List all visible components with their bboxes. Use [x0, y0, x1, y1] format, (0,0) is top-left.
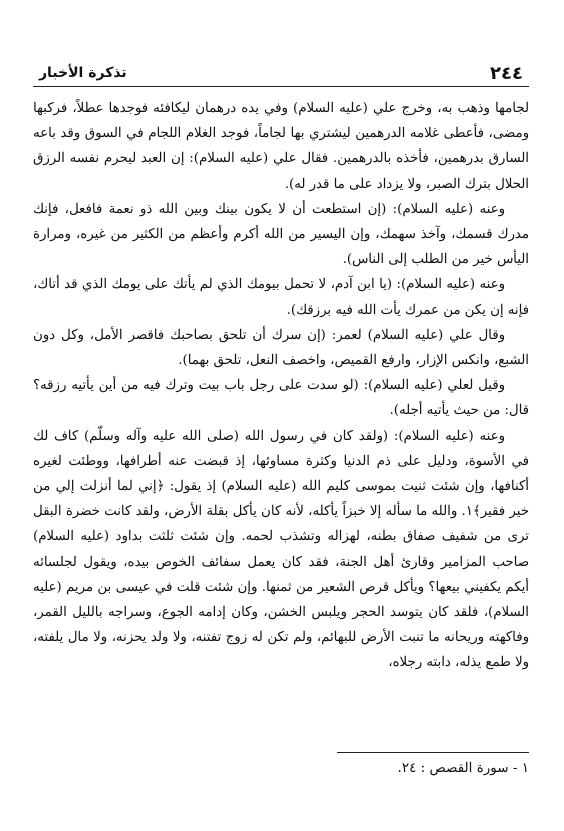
footnote-separator — [337, 752, 529, 753]
footnote: ١ - سورة القصص : ٢٤. — [397, 760, 529, 776]
paragraph: وعنه (عليه السلام): (ولقد كان في رسول الله (صلى الله عليه وآله وسلّم) كاف لك في الأسوة، ودليل على ذم الدنيا وكثرة مساوئها، إذ قبضت عنه أطرافها، ووطئت لغيره أكنافها، وإن شئت ثنيت بموسى كليم الله (عليه السلام) إذ يقول: ﴿إني لما أنزلت إلي من خير فقير﴾١. والله ما سأله إلا خبزاً يأكله، لأنه كان يأكل بقلة الأرض، ولقد كانت خضرة البقل ترى من شفيف صفاق بطنه، لهزاله وتشذب لحمه. وإن شئت ثلثت بداود (عليه السلام) صاحب المزامير وقارئ أهل الجنة، فقد كان يعمل سفائف الخوص بيده، ويقول لجلسائه أيكم يكفيني بيعها؟ ويأكل قرص الشعير من ثمنها. وإن شئت قلت في عيسى بن مريم (عليه السلام)، فلقد كان يتوسد الحجر ويلبس الخشن، وكان إدامه الجوع، وسراجه بالليل القمر، وفاكهته وريحانه ما تنبت الأرض للبهائم، ولم تكن له زوج تفتنه، ولا ولد يحزنه، ولا مال يلفته، ولا طمع يذله، دابته رجلاه، — [33, 428, 529, 671]
paragraph: وعنه (عليه السلام): (إن استطعت أن لا يكون بينك وبين الله ذو نعمة فافعل، فإنك مدرك قسمك، وآخذ سهمك، وإن اليسير من الله أكرم وأعظم من الكثير من غيره، ومرارة اليأس خير من الطلب إلى الناس). — [33, 201, 529, 268]
page-body — [33, 96, 529, 676]
paragraph: وعنه (عليه السلام): (يا ابن آدم، لا تحمل بيومك الذي لم يأتك على يومك الذي قد أتاك، فإنه إن يكن من عمرك يأت الله فيه برزقك). — [33, 277, 529, 318]
page-header — [33, 62, 529, 87]
paragraph: لجامها وذهب به، وخرج علي (عليه السلام) وفي يده درهمان ليكافئه فوجدها عطلاً، فركبها ومضى، فأعطى غلامه الدرهمين ليشتري بها لجاماً، فوجد الغلام اللجام في السوق وقد باعه السارق بدرهمين، فأخذه بالدرهمين. فقال علي (عليه السلام): إن العبد ليحرم نفسه الرزق الحلال بترك الصبر، ولا يزداد على ما قدر له). — [33, 101, 529, 192]
paragraph: وقال علي (عليه السلام) لعمر: (إن سرك أن تلحق بصاحبك فاقصر الأمل، وكل دون الشبع، وانكس الإزار، وارفع القميص، واخصف النعل، تلحق بهما). — [33, 327, 529, 369]
page-number: ٢٤٤ — [490, 63, 523, 84]
running-title: تذكرة الأخبار — [39, 65, 127, 81]
paragraph: وقيل لعلي (عليه السلام): (لو سدت على رجل باب بيت وترك فيه من أين يأتيه رزقه؟ قال: من حيث يأتيه أجله). — [33, 378, 529, 419]
